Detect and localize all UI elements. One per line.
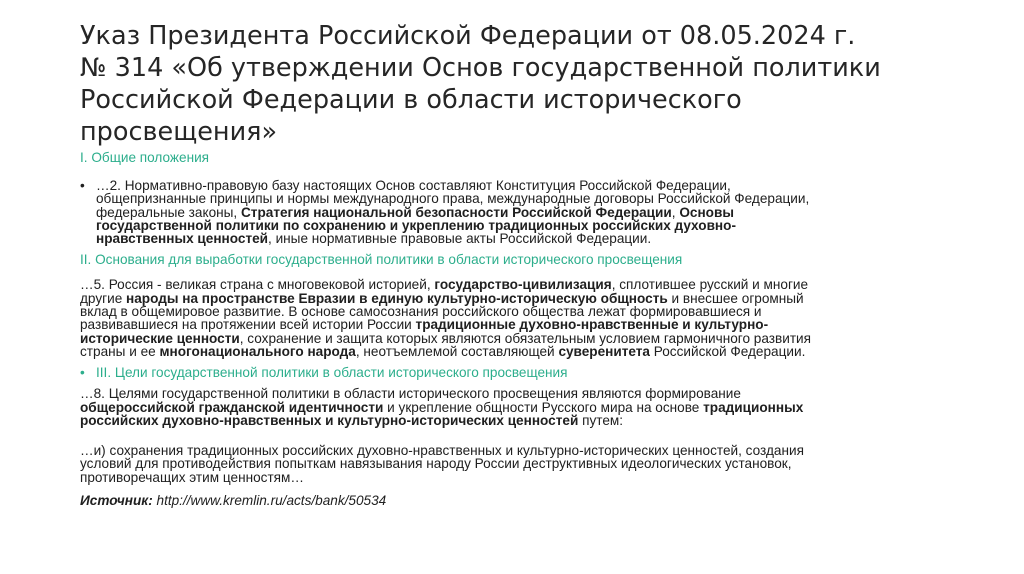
text-line: общепризнанные принципы и нормы международного права, международные договоры Российской Федерации, <box>96 191 810 207</box>
title-line: просвещения» <box>80 117 278 147</box>
text-line <box>80 292 950 305</box>
text-line: …8. Целями государственной политики в области исторического просвещения являются формирование <box>80 386 741 402</box>
emphasis: государство-цивилизация <box>434 277 612 293</box>
text-run: страны и ее <box>80 343 160 359</box>
bullet-marker: • <box>80 365 85 381</box>
text-line: вклад в общемировое развитие. В основе самосознания российского общества лежат формировавшиеся и <box>80 304 762 320</box>
text-line: …и) сохранения традиционных российских духовно-нравственных и культурно-исторических ценностей, создания <box>80 443 804 459</box>
text-run: и укрепление общности Русского мира на основе <box>383 399 704 415</box>
emphasis: государственной политики по сохранению и укреплению традиционных российских духовно- <box>96 217 736 233</box>
text-line <box>80 318 950 331</box>
emphasis: Стратегия национальной безопасности Российской Федерации <box>240 204 672 220</box>
source-label: Источник: <box>80 493 153 509</box>
source-citation <box>80 493 950 509</box>
bullet-item <box>80 365 950 381</box>
section-heading-goals: III. Цели государственной политики в области исторического просвещения <box>96 365 568 381</box>
text-line <box>80 345 950 358</box>
text-line <box>80 332 950 345</box>
text-run: , иные нормативные правовые акты Российской Федерации. <box>268 231 652 247</box>
text-run: …5. Россия - великая страна с многовековой историей, <box>80 277 435 293</box>
text-line <box>80 401 950 414</box>
emphasis: российских духовно-нравственных и культурно-исторических ценностей <box>80 412 579 428</box>
text-run: Российской Федерации. <box>649 343 806 359</box>
source-link[interactable]: http://www.kremlin.ru/acts/bank/50534 <box>152 493 387 509</box>
emphasis: суверенитета <box>558 343 650 359</box>
emphasis: многонационального народа <box>159 343 356 359</box>
paragraph-goals <box>80 387 950 427</box>
text-line <box>80 278 950 291</box>
section-heading-foundations: II. Основания для выработки государственной политики в области исторического просвещения <box>80 252 683 268</box>
text-run: другие <box>80 290 127 306</box>
text-run: путем: <box>578 412 624 428</box>
title-line: № 314 «Об утверждении Основ государственной политики <box>80 53 881 83</box>
emphasis: народы на пространстве Евразии в единую культурно-историческую общность <box>126 290 668 306</box>
paragraph-russia <box>80 278 950 358</box>
bullet-item <box>80 179 950 245</box>
text-line <box>96 232 809 245</box>
text-line: …2. Нормативно-правовую базу настоящих Основ составляют Конституция Российской Федерации, <box>96 178 731 193</box>
emphasis: нравственных ценностей <box>96 231 269 247</box>
slide-body <box>80 150 950 509</box>
text-line: условий для противодействия попыткам навязывания народу России деструктивных идеологических установок, <box>80 456 792 472</box>
text-run: , сохранение и защита которых являются обязательным условием гармоничного развития <box>239 330 811 346</box>
section-heading-general: I. Общие положения <box>80 150 210 165</box>
title-line: Российской Федерации в области исторического <box>80 85 742 115</box>
text-line <box>96 219 809 232</box>
paragraph-preservation <box>80 444 950 484</box>
title-line: Указ Президента Российской Федерации от 08.05.2024 г. <box>80 21 856 51</box>
slide-title <box>80 20 980 148</box>
text-run: , сплотившее русский и многие <box>611 277 809 293</box>
bullet-marker: • <box>80 178 85 193</box>
emphasis: исторические ценности <box>80 330 240 346</box>
emphasis: Основы <box>679 204 734 220</box>
text-line <box>96 206 809 219</box>
paragraph-legal-basis <box>96 179 809 245</box>
text-line: противоречащих этим ценностям… <box>80 469 304 485</box>
emphasis: традиционные духовно-нравственные и культурно- <box>415 317 769 333</box>
text-line <box>80 414 950 427</box>
text-run: развивавшиеся на протяжении всей истории России <box>80 317 416 333</box>
emphasis: общероссийской гражданской идентичности <box>80 399 384 415</box>
text-run: федеральные законы, <box>96 204 241 220</box>
text-run: , неотъемлемой составляющей <box>355 343 559 359</box>
emphasis: традиционных <box>703 399 804 415</box>
text-run: и внесшее огромный <box>667 290 804 306</box>
text-run: , <box>671 204 680 220</box>
